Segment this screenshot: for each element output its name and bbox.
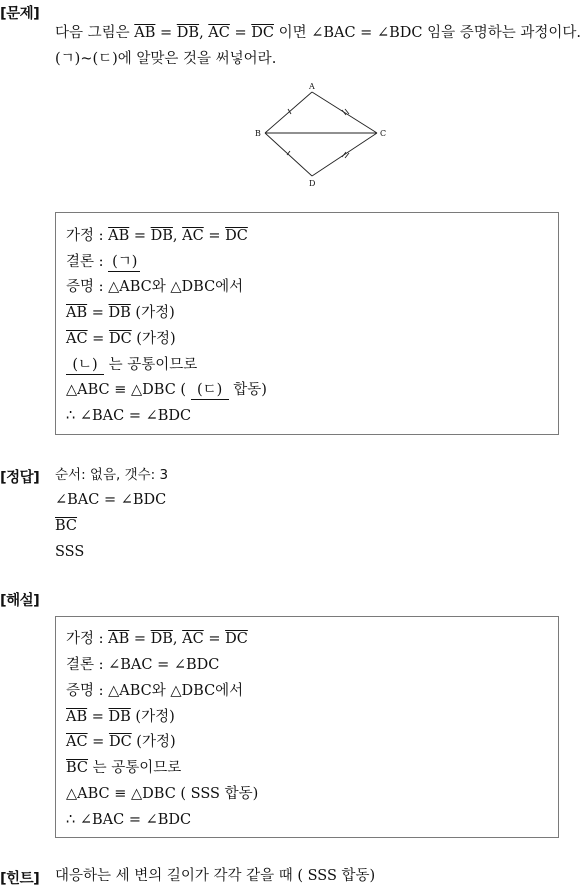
answer-1: ∠BAC = ∠BDC <box>55 492 167 508</box>
problem-statement-line2: (ㄱ)~(ㄷ)에 알맞은 것을 써넣어라. <box>55 51 277 67</box>
expl-assumption: 가정 : $\overline{AB} = \overline{DB}$, $\overline{AC} = \overline{DC}$ <box>66 631 248 647</box>
expl-conclusion: 결론 : ∠BAC = ∠BDC <box>66 657 220 673</box>
blank-c[interactable]: (ㄷ) <box>191 381 229 400</box>
vertex-b-label: B <box>255 129 261 138</box>
answer-label: [정답] <box>0 470 40 486</box>
blank-b[interactable]: (ㄴ) <box>66 356 104 375</box>
vertex-d-label: D <box>309 179 316 188</box>
expl-step-1: $\overline{AB} = \overline{DB}$ (가정) <box>66 709 175 725</box>
blank-a[interactable]: (ㄱ) <box>108 253 140 272</box>
segment-ab: $\overline{AB}$ <box>134 25 156 41</box>
segment-db: $\overline{DB}$ <box>176 25 200 41</box>
proof-step-3: (ㄴ) 는 공통이므로 <box>66 355 197 375</box>
proof-step-4: △ABC ≡ △DBC ( (ㄷ) 합동) <box>66 382 267 398</box>
expl-therefore: ∴ ∠BAC = ∠BDC <box>66 812 192 828</box>
proof-assumption: 가정 : $\overline{AB} = \overline{DB}$, $\overline{AC} = \overline{DC}$ <box>66 228 248 244</box>
tick-ac-1 <box>342 110 346 115</box>
tick-ab <box>288 109 291 114</box>
kite-figure <box>250 80 390 190</box>
hint-label: [힌트] <box>0 871 40 887</box>
expl-step-3: $\overline{BC}$ 는 공통이므로 <box>66 760 182 776</box>
proof-conclusion: 결론 : (ㄱ) <box>66 252 140 272</box>
tick-dc-1 <box>342 152 346 157</box>
problem-statement-line1: 다음 그림은 $\overline{AB} = \overline{DB}$, $\overline{AC} = \overline{DC}$ 이면 ∠BAC = ∠BDC 임을 증명하는 과정이다. <box>55 25 581 41</box>
vertex-c-label: C <box>380 129 387 138</box>
answer-meta: 순서: 없음, 갯수: 3 <box>55 467 169 483</box>
proof-step-1: $\overline{AB} = \overline{DB}$ (가정) <box>66 305 175 321</box>
expl-step-4: △ABC ≡ △DBC ( SSS 합동) <box>66 786 259 802</box>
proof-step-2: $\overline{AC} = \overline{DC}$ (가정) <box>66 331 176 347</box>
problem-proof-box <box>55 212 559 435</box>
expl-step-2: $\overline{AC} = \overline{DC}$ (가정) <box>66 734 176 750</box>
proof-therefore: ∴ ∠BAC = ∠BDC <box>66 408 192 424</box>
side-db <box>265 133 312 176</box>
segment-ac: $\overline{AC}$ <box>208 25 230 41</box>
answer-2: $\overline{BC}$ <box>55 518 78 534</box>
proof-intro: 증명 : △ABC와 △DBC에서 <box>66 279 244 295</box>
segment-dc: $\overline{DC}$ <box>251 25 274 41</box>
side-ab <box>265 92 312 133</box>
vertex-a-label: A <box>309 82 315 91</box>
expl-intro: 증명 : △ABC와 △DBC에서 <box>66 683 244 699</box>
hint-text: 대응하는 세 변의 길이가 각각 같을 때 ( SSS 합동) <box>55 868 376 884</box>
problem-label: [문제] <box>0 6 40 22</box>
answer-3: SSS <box>55 544 85 560</box>
explanation-proof-box <box>55 616 559 838</box>
explanation-label: [해설] <box>0 593 40 609</box>
